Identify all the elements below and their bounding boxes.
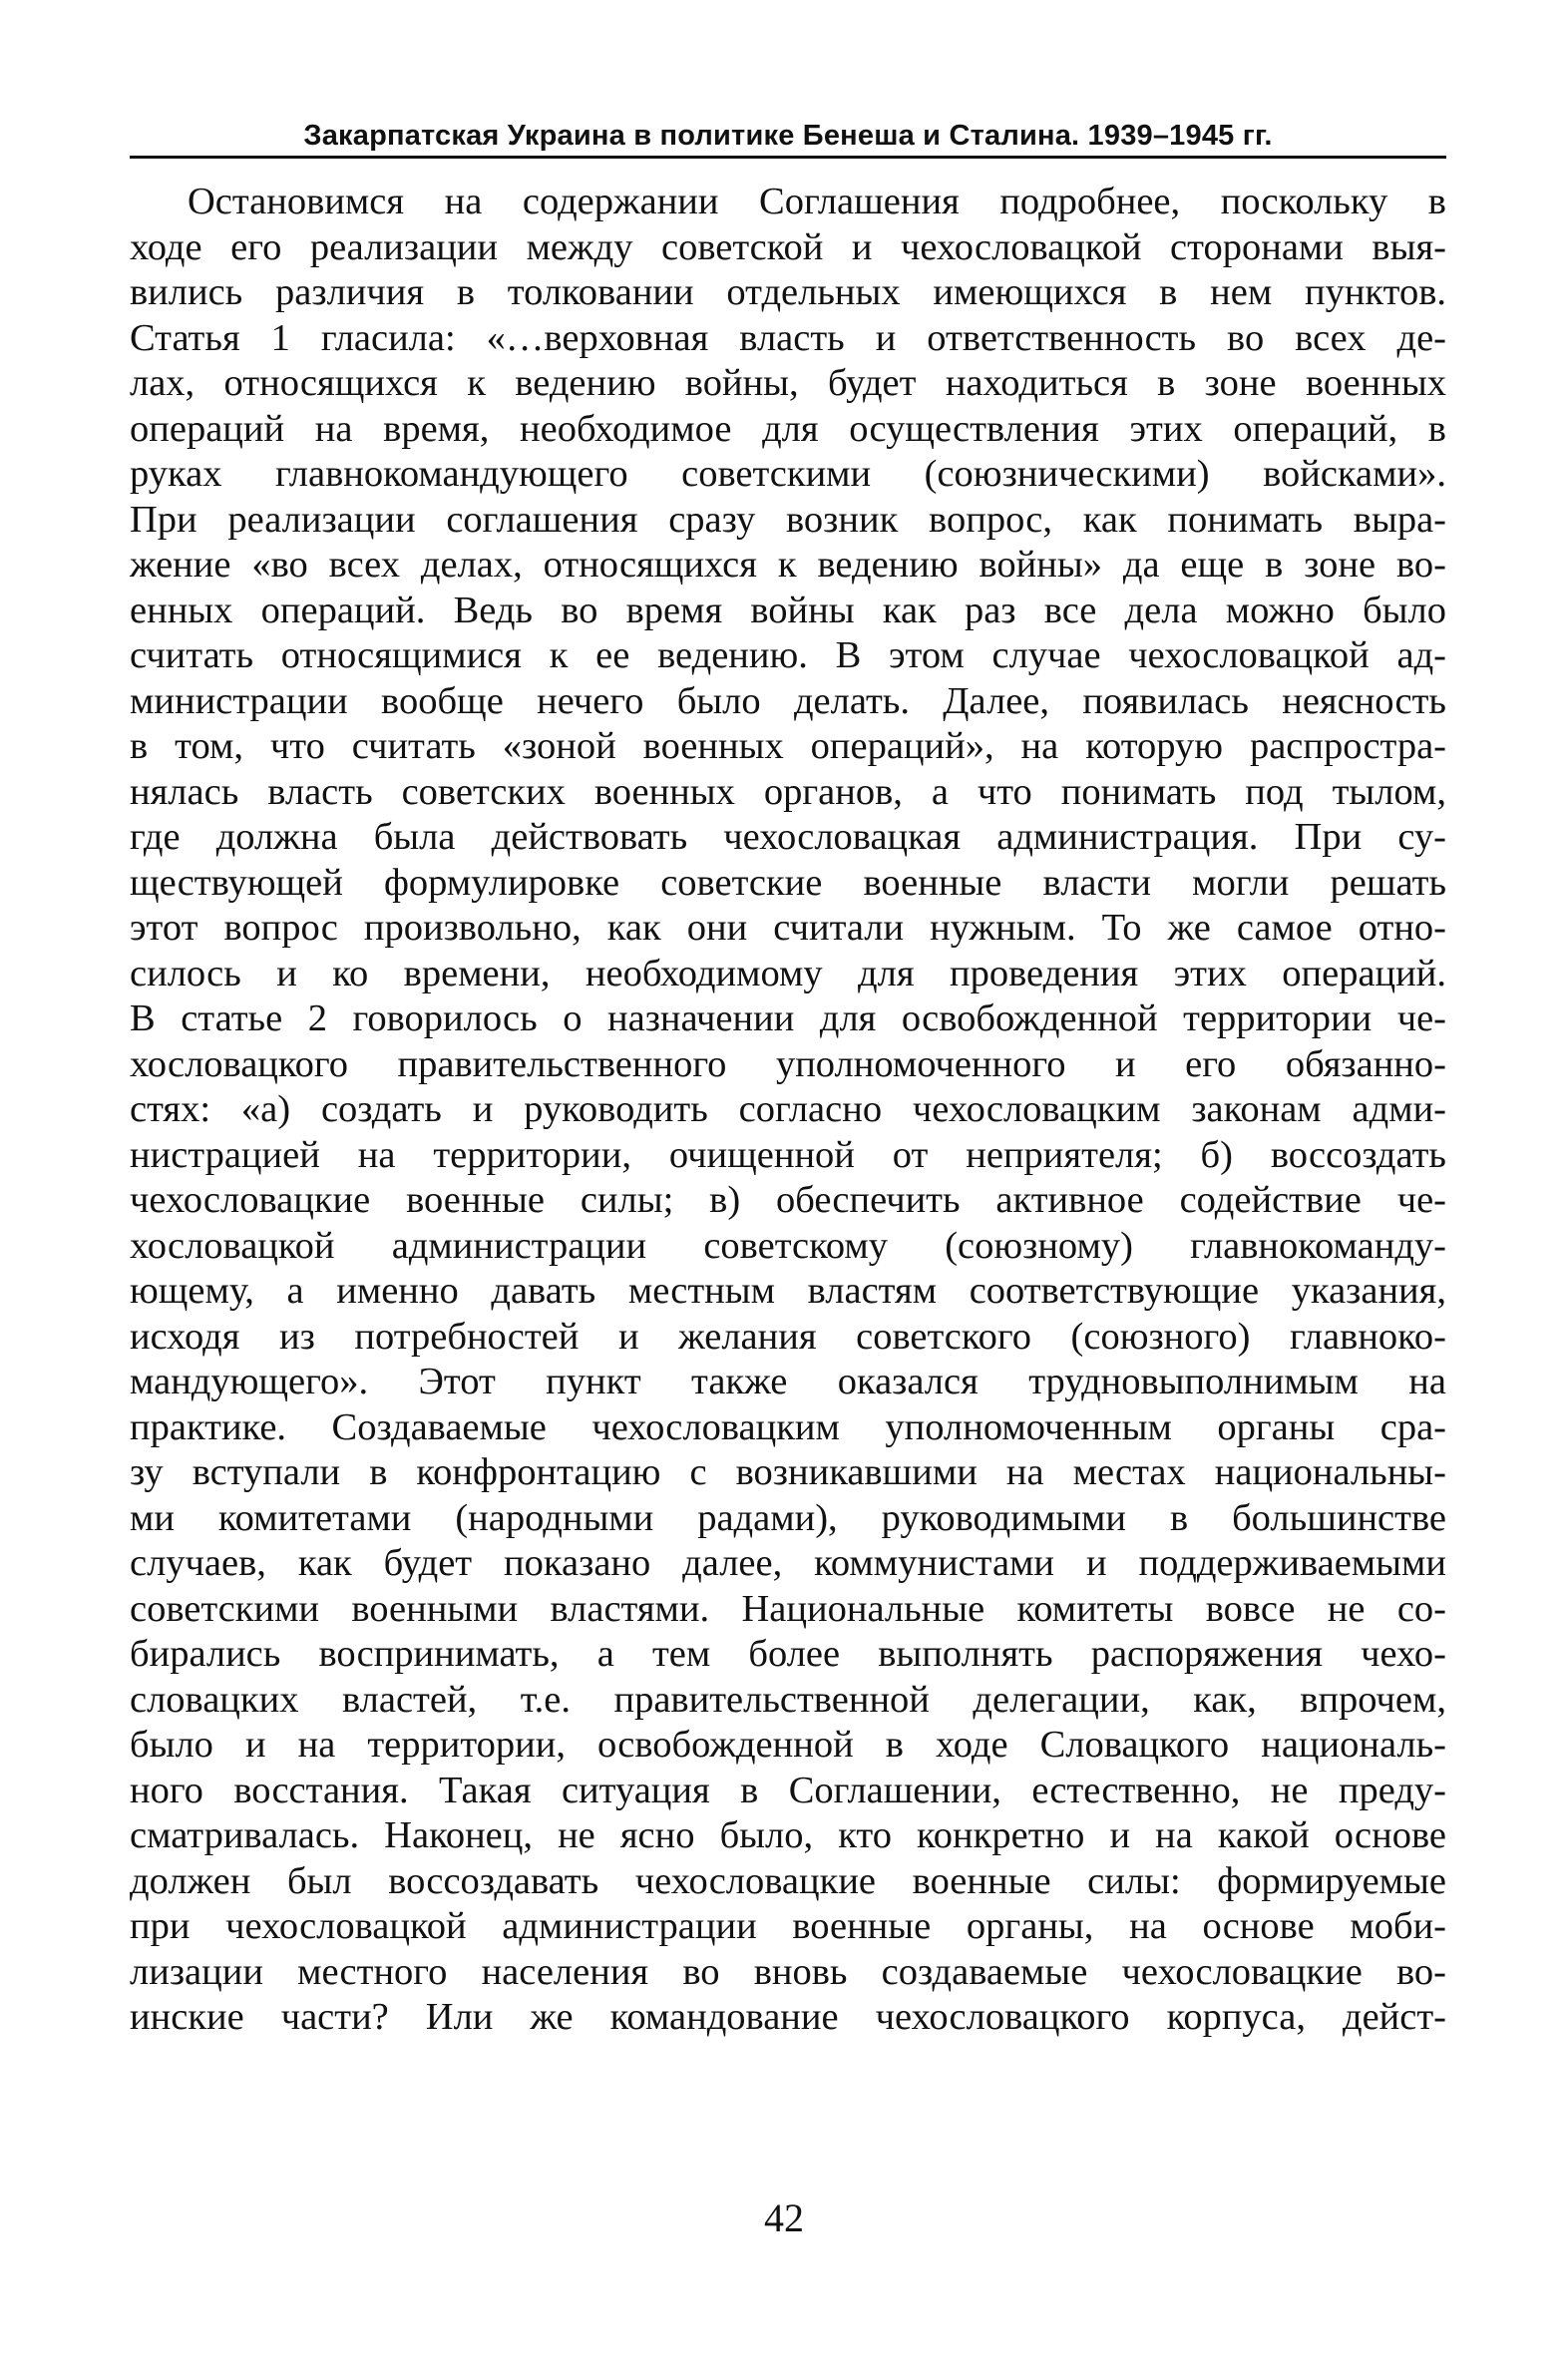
text-line: хословацкого правительственного уполномоченного и его обязанно- [130, 1042, 1446, 1085]
text-line: чехословацкие военные силы; в) обеспечить активное содействие че- [130, 1179, 1446, 1221]
text-line: в том, что считать «зоной военных операций», на которую распростра- [130, 725, 1446, 767]
text-line: нистрацией на территории, очищенной от неприятеля; б) воссоздать [130, 1133, 1446, 1176]
text-line: Остановимся на содержании Соглашения подробнее, поскольку в [188, 181, 1446, 222]
text-line: ми комитетами (народными радами), руководимыми в большинстве [130, 1496, 1446, 1539]
text-line: стях: «а) создать и руководить согласно чехословацким законам адми- [130, 1088, 1446, 1130]
text-line: лах, относящихся к ведению войны, будет находиться в зоне военных [130, 362, 1446, 404]
text-line: случаев, как будет показано далее, коммунистами и поддерживаемыми [130, 1542, 1446, 1584]
text-line: где должна была действовать чехословацкая администрация. При су- [130, 816, 1446, 858]
text-line: мандующего». Этот пункт также оказался трудновыполнимым на [130, 1361, 1446, 1402]
body-paragraph [130, 180, 1446, 2041]
text-line: При реализации соглашения сразу возник вопрос, как понимать выра- [130, 498, 1446, 541]
text-line: хословацкой администрации советскому (союзному) главнокоманду- [130, 1224, 1446, 1267]
text-line: операций на время, необходимое для осуществления этих операций, в [130, 407, 1446, 450]
text-line: советскими военными властями. Национальные комитеты вовсе не со- [130, 1587, 1446, 1630]
text-line: ного восстания. Такая ситуация в Соглашении, естественно, не преду- [130, 1769, 1446, 1811]
text-line: ществующей формулировке советские военные власти могли решать [130, 861, 1446, 904]
header-divider [130, 156, 1446, 159]
text-line: министрации вообще нечего было делать. Далее, появилась неясность [130, 679, 1446, 722]
text-line: ющему, а именно давать местным властям соответствующие указания, [130, 1270, 1446, 1312]
text-line: зу вступали в конфронтацию с возникавшими на местах национальны- [130, 1451, 1446, 1493]
running-header: Закарпатская Украина в политике Бенеша и Сталина. 1939–1945 гг. [303, 120, 1273, 152]
page-number: 42 [764, 2195, 804, 2240]
text-line: сматривалась. Наконец, не ясно было, кто конкретно и на какой основе [130, 1814, 1446, 1856]
text-line: бирались воспринимать, а тем более выполнять распоряжения чехо- [130, 1633, 1446, 1675]
text-line: вились различия в толковании отдельных имеющихся в нем пунктов. [130, 271, 1446, 313]
text-line: Статья 1 гласила: «…верховная власть и ответственность во всех де- [130, 316, 1446, 359]
text-line: инские части? Или же командование чехословацкого корпуса, дейст- [130, 1996, 1446, 2038]
text-line: руках главнокомандующего советскими (союзническими) войсками». [130, 453, 1446, 495]
text-line: было и на территории, освобожденной в ходе Словацкого националь- [130, 1724, 1446, 1766]
text-line: ходе его реализации между советской и чехословацкой сторонами выя- [130, 225, 1446, 268]
text-line: исходя из потребностей и желания советского (союзного) главноко- [130, 1315, 1446, 1358]
text-line: В статье 2 говорилось о назначении для освобожденной территории че- [130, 997, 1446, 1039]
text-line: жение «во всех делах, относящихся к ведению войны» да еще в зоне во- [130, 544, 1446, 586]
text-line: при чехословацкой администрации военные органы, на основе моби- [130, 1905, 1446, 1947]
text-line: практике. Создаваемые чехословацким уполномоченным органы сра- [130, 1405, 1446, 1448]
text-line: должен был воссоздавать чехословацкие военные силы: формируемые [130, 1859, 1446, 1902]
text-line: этот вопрос произвольно, как они считали нужным. То же самое отно- [130, 907, 1446, 949]
text-line: силось и ко времени, необходимому для проведения этих операций. [130, 952, 1446, 994]
text-line: нялась власть советских военных органов, а что понимать под тылом, [130, 770, 1446, 813]
text-line: енных операций. Ведь во время войны как раз все дела можно было [130, 589, 1446, 631]
text-line: словацких властей, т.е. правительственной делегации, как, впрочем, [130, 1678, 1446, 1721]
text-line: считать относящимися к ее ведению. В этом случае чехословацкой ад- [130, 634, 1446, 676]
text-line: лизации местного населения во вновь создаваемые чехословацкие во- [130, 1950, 1446, 1993]
